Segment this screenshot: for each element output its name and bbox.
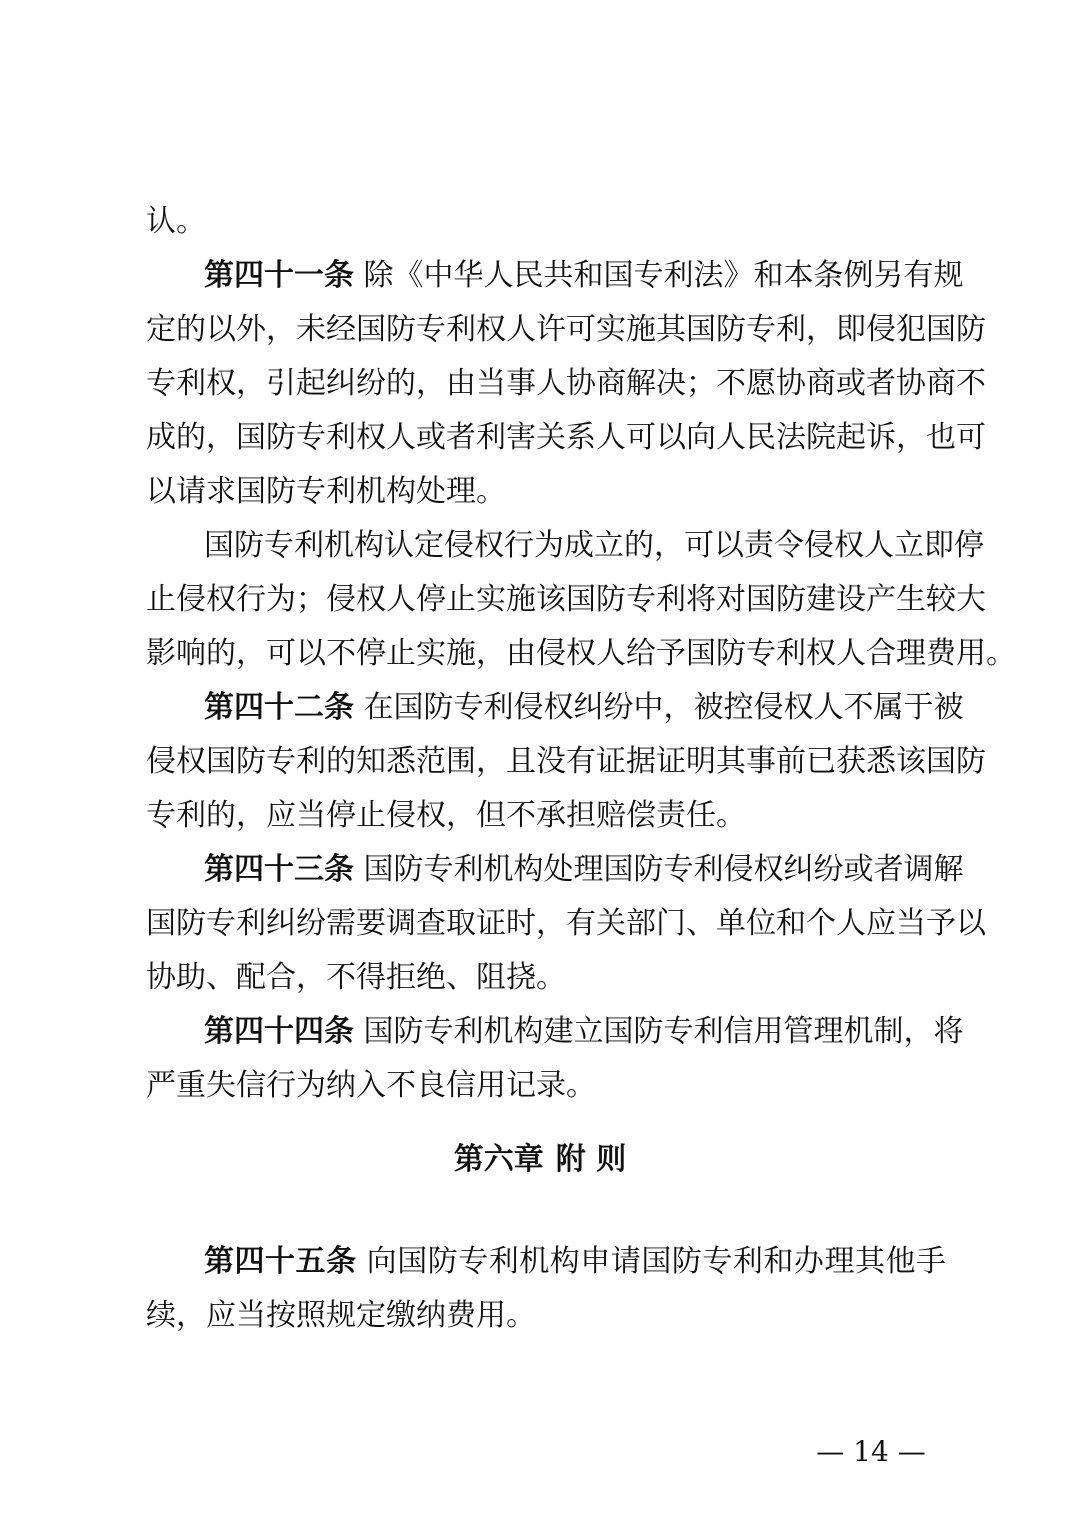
- article-44-line: [204, 1004, 964, 1060]
- text-line: 专利的，应当停止侵权，但不承担赔偿责任。: [146, 798, 746, 833]
- chapter-heading: [0, 1132, 1080, 1188]
- chapter-number: 第六章: [453, 1142, 544, 1177]
- article-44-text: 国防专利机构建立国防专利信用管理机制，将: [363, 1014, 964, 1049]
- text-line: 侵权国防专利的知悉范围，且没有证据证明其事前已获悉该国防: [146, 744, 986, 779]
- article-43-title: 第四十三条: [204, 852, 354, 887]
- article-41-line: [204, 248, 964, 304]
- text-line: 专利权，引起纠纷的，由当事人协商解决；不愿协商或者协商不: [146, 366, 986, 401]
- text-line: 协助、配合，不得拒绝、阻挠。: [146, 960, 566, 995]
- text-line: 定的以外，未经国防专利权人许可实施其国防专利，即侵犯国防: [146, 312, 986, 347]
- text-line: 影响的，可以不停止实施，由侵权人给予国防专利权人合理费用。: [146, 636, 1016, 671]
- text-line: 认。: [146, 204, 206, 239]
- text-line: 严重失信行为纳入不良信用记录。: [146, 1068, 596, 1103]
- text-line: 止侵权行为；侵权人停止实施该国防专利将对国防建设产生较大: [146, 582, 986, 617]
- article-45-text: 向国防专利机构申请国防专利和办理其他手: [366, 1244, 947, 1279]
- chapter-name: 附 则: [555, 1142, 627, 1177]
- article-45-title: 第四十五条: [204, 1244, 357, 1279]
- text-line: 国防专利纠纷需要调查取证时，有关部门、单位和个人应当予以: [146, 906, 986, 941]
- article-41-text: 除《中华人民共和国专利法》和本条例另有规: [363, 258, 964, 293]
- text-line: 续，应当按照规定缴纳费用。: [146, 1298, 536, 1333]
- article-42-title: 第四十二条: [204, 690, 354, 725]
- article-43-text: 国防专利机构处理国防专利侵权纠纷或者调解: [363, 852, 964, 887]
- text-line: 国防专利机构认定侵权行为成立的，可以责令侵权人立即停: [204, 528, 984, 563]
- article-44-title: 第四十四条: [204, 1014, 354, 1049]
- article-45-line: [204, 1234, 946, 1290]
- text-line: 以请求国防专利机构处理。: [146, 474, 506, 509]
- article-42-line: [204, 680, 964, 736]
- article-43-line: [204, 842, 964, 898]
- page-number: — 14 —: [816, 1435, 926, 1468]
- text-line: 成的，国防专利权人或者利害关系人可以向人民法院起诉，也可: [146, 420, 986, 455]
- article-42-text: 在国防专利侵权纠纷中，被控侵权人不属于被: [363, 690, 964, 725]
- article-41-title: 第四十一条: [204, 258, 354, 293]
